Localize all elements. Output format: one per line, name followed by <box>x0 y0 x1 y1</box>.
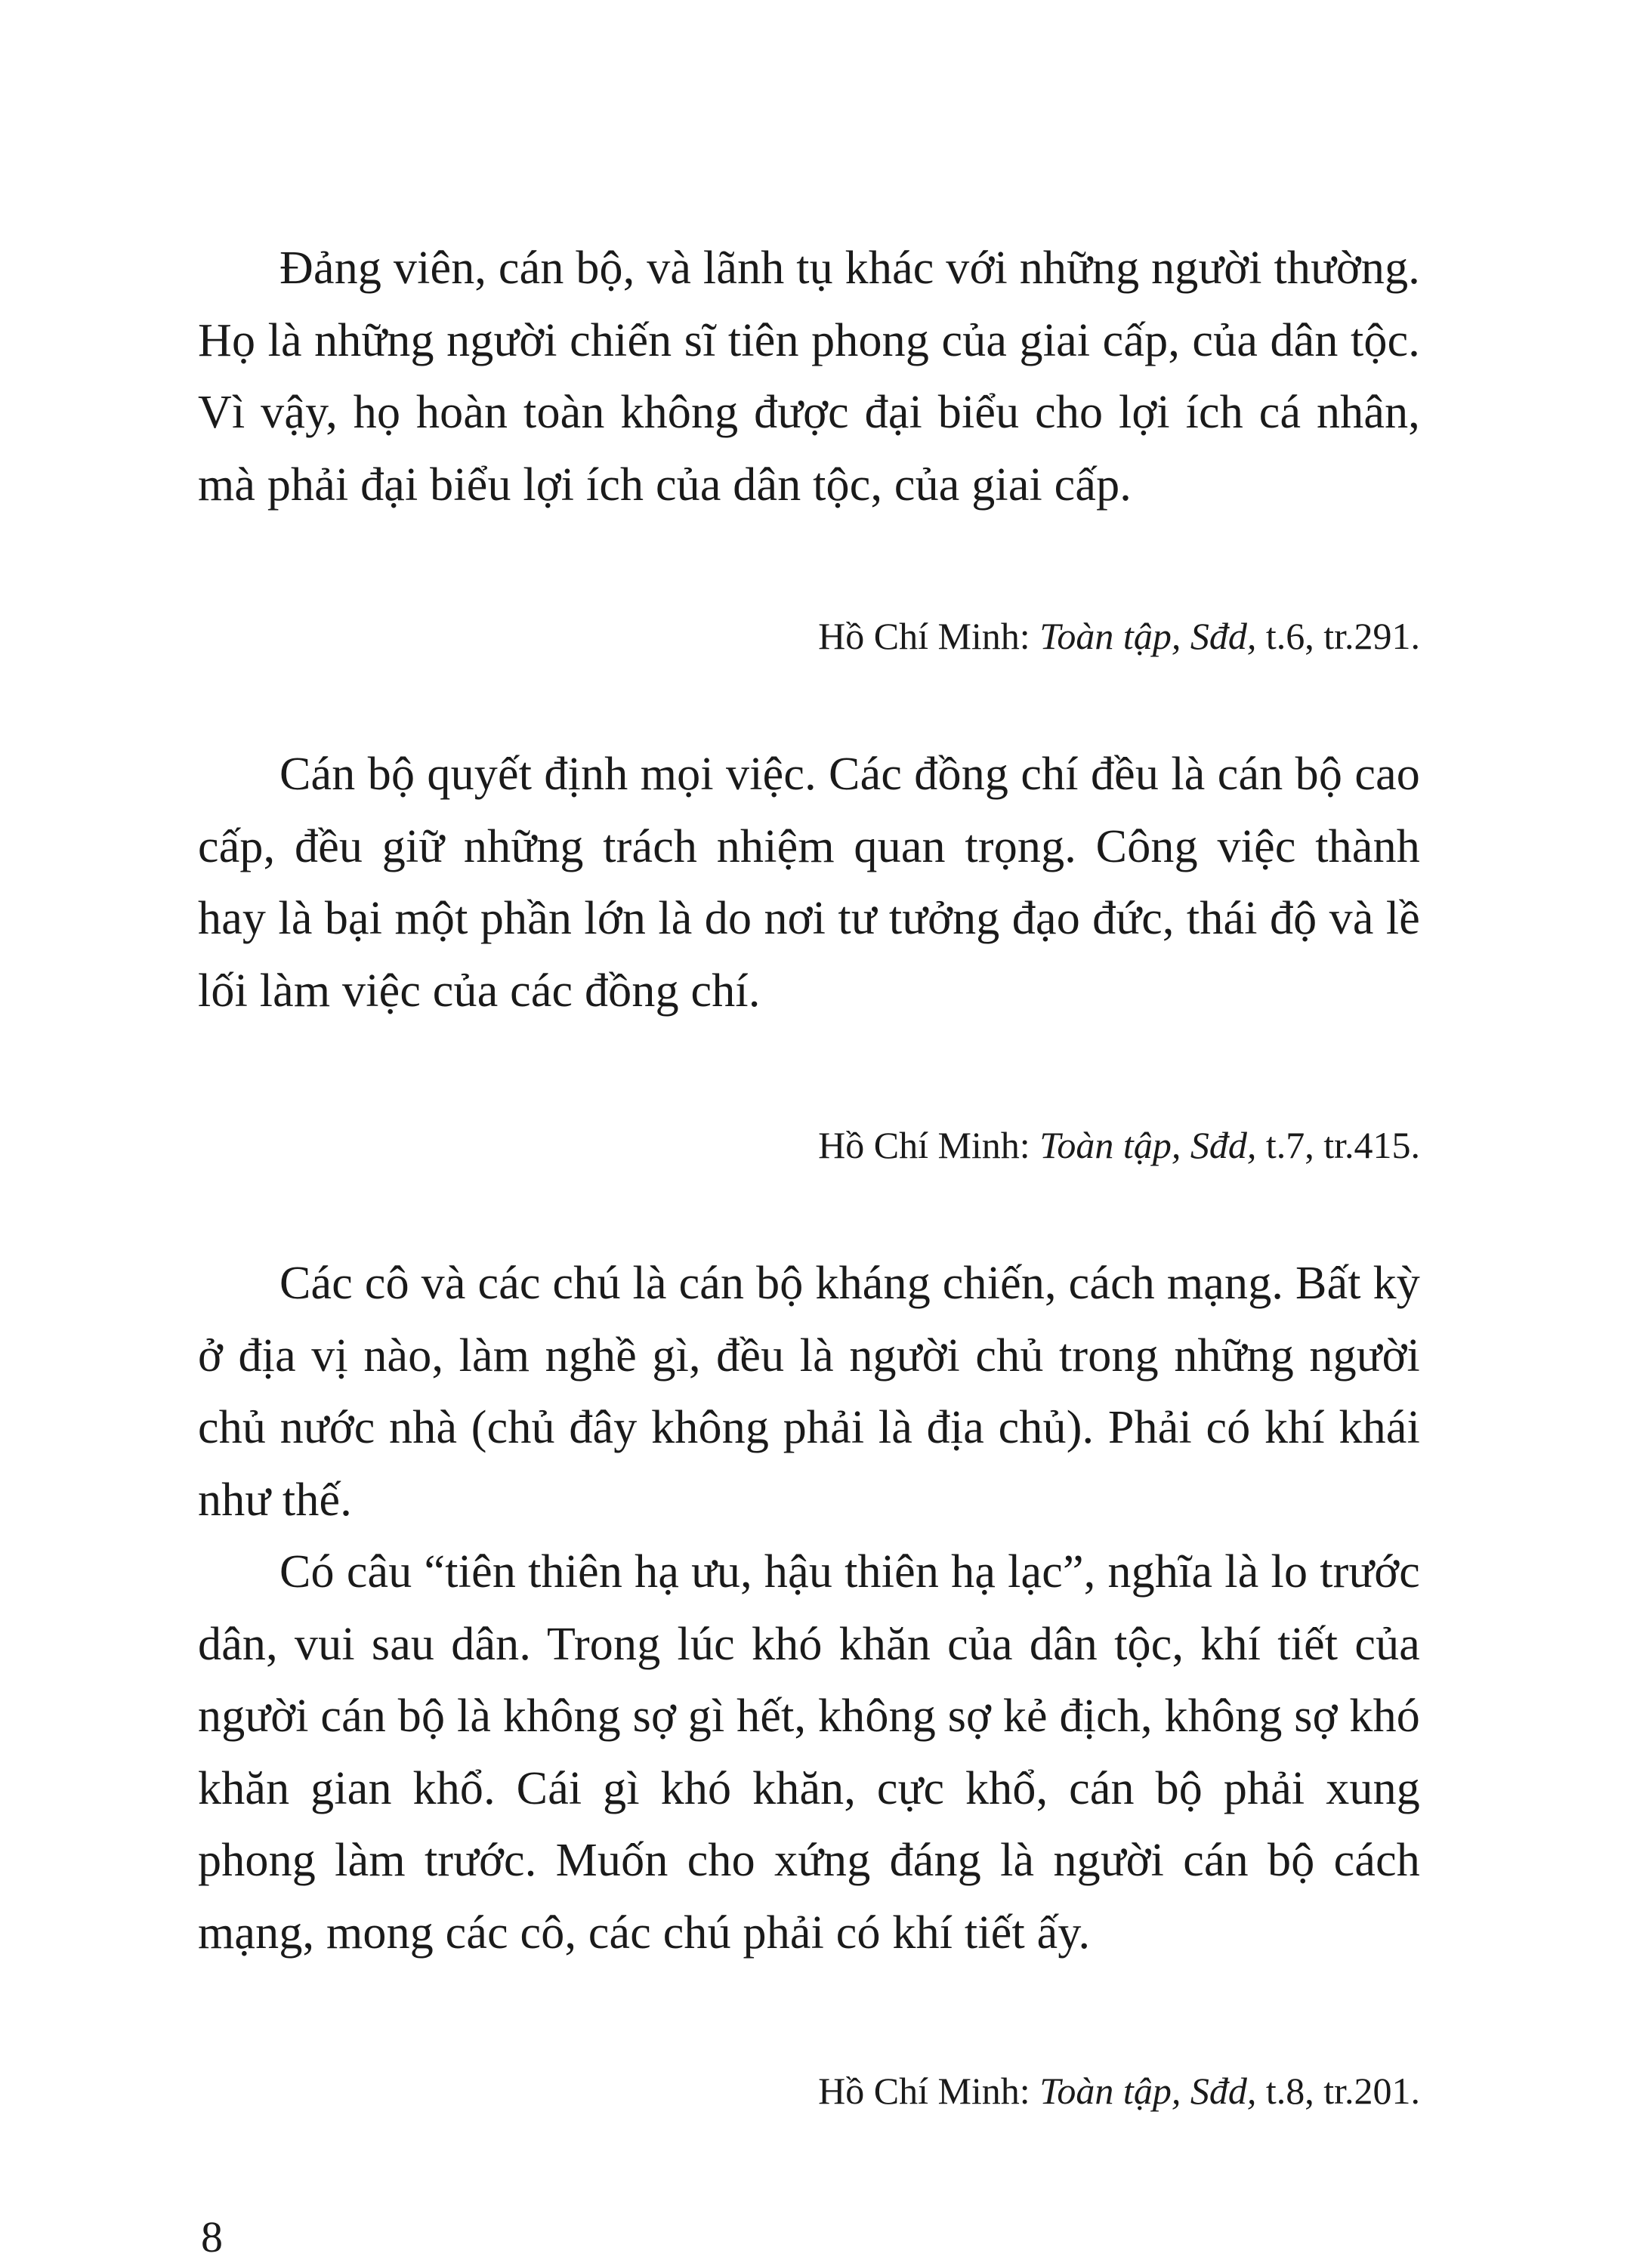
citation-work: Toàn tập, Sđd, <box>1039 1124 1257 1166</box>
passage-3 <box>198 1248 1420 1969</box>
citation-author: Hồ Chí Minh: <box>818 615 1030 657</box>
citation-author: Hồ Chí Minh: <box>818 2070 1030 2112</box>
passage-3-citation <box>198 2068 1420 2113</box>
passage-2-citation <box>198 1122 1420 1168</box>
citation-author: Hồ Chí Minh: <box>818 1124 1030 1166</box>
passage-1-paragraph-1: Đảng viên, cán bộ, và lãnh tụ khác với những người thường. Họ là những người chiến sĩ tiên phong của giai cấp, của dân tộc. Vì vậy, họ hoàn toàn không được đại biểu cho lợi ích cá nhân, mà phải đại biểu lợi ích của dân tộc, của giai cấp. <box>198 242 1420 511</box>
passage-1 <box>198 233 1420 521</box>
passage-2 <box>198 739 1420 1027</box>
passage-2-paragraph-1: Cán bộ quyết định mọi việc. Các đồng chí đều là cán bộ cao cấp, đều giữ những trách nhiệm quan trọng. Công việc thành hay là bại một phần lớn là do nơi tư tưởng đạo đức, thái độ và lề lối làm việc của các đồng chí. <box>198 749 1420 1017</box>
citation-location: t.7, tr.415. <box>1265 1124 1420 1166</box>
citation-location: t.8, tr.201. <box>1265 2070 1420 2112</box>
citation-work: Toàn tập, Sđd, <box>1039 615 1257 657</box>
page-number: 8 <box>201 2212 223 2261</box>
passage-3-paragraph-1: Các cô và các chú là cán bộ kháng chiến, cách mạng. Bất kỳ ở địa vị nào, làm nghề gì, đều là người chủ trong những người chủ nước nhà (chủ đây không phải là địa chủ). Phải có khí khái như thế. <box>198 1258 1420 1526</box>
passage-1-citation <box>198 613 1420 659</box>
passage-3-paragraph-2: Có câu “tiên thiên hạ ưu, hậu thiên hạ lạc”, nghĩa là lo trước dân, vui sau dân. Trong lúc khó khăn của dân tộc, khí tiết của người cán bộ là không sợ gì hết, không sợ kẻ địch, không sợ khó khăn gian khổ. Cái gì khó khăn, cực khổ, cán bộ phải xung phong làm trước. Muốn cho xứng đáng là người cán bộ cách mạng, mong các cô, các chú phải có khí tiết ấy. <box>198 1546 1420 1959</box>
citation-location: t.6, tr.291. <box>1265 615 1420 657</box>
citation-work: Toàn tập, Sđd, <box>1039 2070 1257 2112</box>
